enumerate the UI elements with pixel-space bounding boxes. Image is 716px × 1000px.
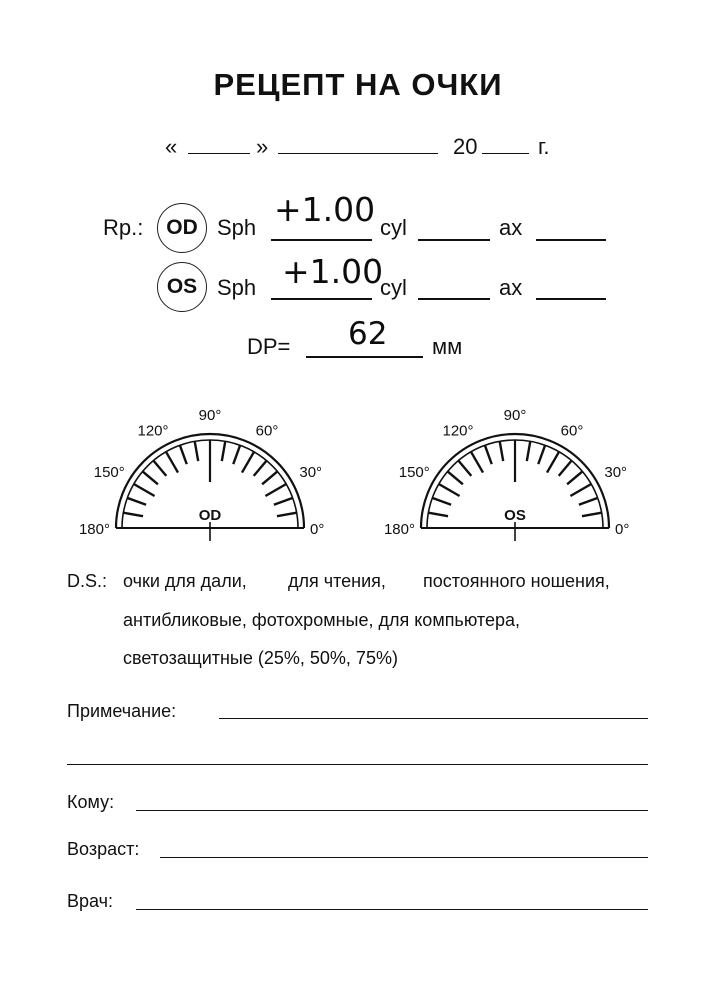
os-cyl-label: cyl [380,275,407,300]
os-protractor-tick-40 [567,471,582,484]
to-whom-label: Кому: [67,792,115,812]
od-protractor-angle-label-90: 90° [198,407,222,424]
to-whom-field[interactable] [136,810,648,811]
os-protractor-angle-label-60: 60° [560,422,584,440]
os-protractor-eye-label: OS [504,507,526,524]
os-protractor-angle-label-30: 30° [604,464,628,481]
od-sph-label: Sph [217,215,257,240]
od-protractor-eye-label: OD [198,507,222,524]
ds-options-sunglass[interactable]: светозащитные (25%, 50%, 75%) [123,648,398,668]
od-protractor-angle-label-180: 180° [78,521,110,538]
os-protractor-tick-120 [471,452,483,473]
age-label: Возраст: [67,839,140,859]
os-protractor-tick-160 [432,498,451,505]
doctor-field[interactable] [136,909,648,910]
ds-option-permanent[interactable]: постоянного ношения, [423,571,610,591]
od-eye-badge: OD [157,203,207,253]
dp-label: DP= [247,334,291,359]
od-protractor-angle-label-30: 30° [299,464,323,481]
page-title: РЕЦЕПТ НА ОЧКИ [213,67,503,102]
note-label: Примечание: [67,701,177,721]
ds-label: D.S.: [67,571,108,591]
os-protractor-tick-140 [448,471,463,484]
od-cyl-label: cyl [380,215,407,240]
doctor-label: Врач: [67,891,114,911]
od-protractor-angle-label-150: 150° [93,464,125,481]
rp-label: Rp.: [103,215,144,240]
os-protractor-tick-50 [559,461,572,476]
ds-option-distance[interactable]: очки для дали, [123,571,247,591]
os-protractor-tick-100 [500,441,503,461]
os-sph-label: Sph [217,275,257,300]
os-protractor-tick-10 [582,513,602,516]
date-year-prefix: 20 [453,134,478,159]
note-field-line2[interactable] [67,764,648,765]
os-protractor-tick-60 [547,452,559,473]
os-protractor-angle-label-150: 150° [398,464,430,481]
os-protractor-angle-label-90: 90° [503,407,527,424]
os-eye-badge: OS [157,262,207,312]
dp-value: 62 [348,316,388,352]
os-protractor-angle-label-180: 180° [383,521,415,538]
os-protractor-angle-label-120: 120° [442,422,474,440]
od-ax-label: ax [499,215,523,240]
od-protractor-angle-label-60: 60° [255,422,279,440]
ds-option-reading[interactable]: для чтения, [288,571,386,591]
os-protractor-tick-80 [527,441,530,461]
note-field[interactable] [219,718,648,719]
os-sph-value: +1.00 [282,252,384,291]
age-field[interactable] [160,857,648,858]
os-ax-label: ax [499,275,523,300]
od-sph-value: +1.00 [274,190,376,229]
od-protractor-angle-label-0: 0° [310,521,325,538]
os-protractor-tick-20 [579,498,598,505]
dp-unit: мм [432,334,463,359]
date-open-quote: « [165,134,178,159]
date-year-suffix: г. [538,134,550,159]
os-protractor-tick-130 [458,461,471,476]
os-protractor-tick-150 [439,484,460,496]
os-protractor-angle-label-0: 0° [615,521,630,538]
os-protractor-tick-110 [485,445,492,464]
ds-options-coatings[interactable]: антибликовые, фотохромные, для компьютера, [123,610,520,630]
date-close-quote: » [256,134,269,159]
od-protractor-angle-label-120: 120° [137,422,169,440]
os-protractor-tick-30 [570,484,591,496]
os-protractor-tick-70 [538,445,545,464]
os-protractor-tick-170 [428,513,448,516]
